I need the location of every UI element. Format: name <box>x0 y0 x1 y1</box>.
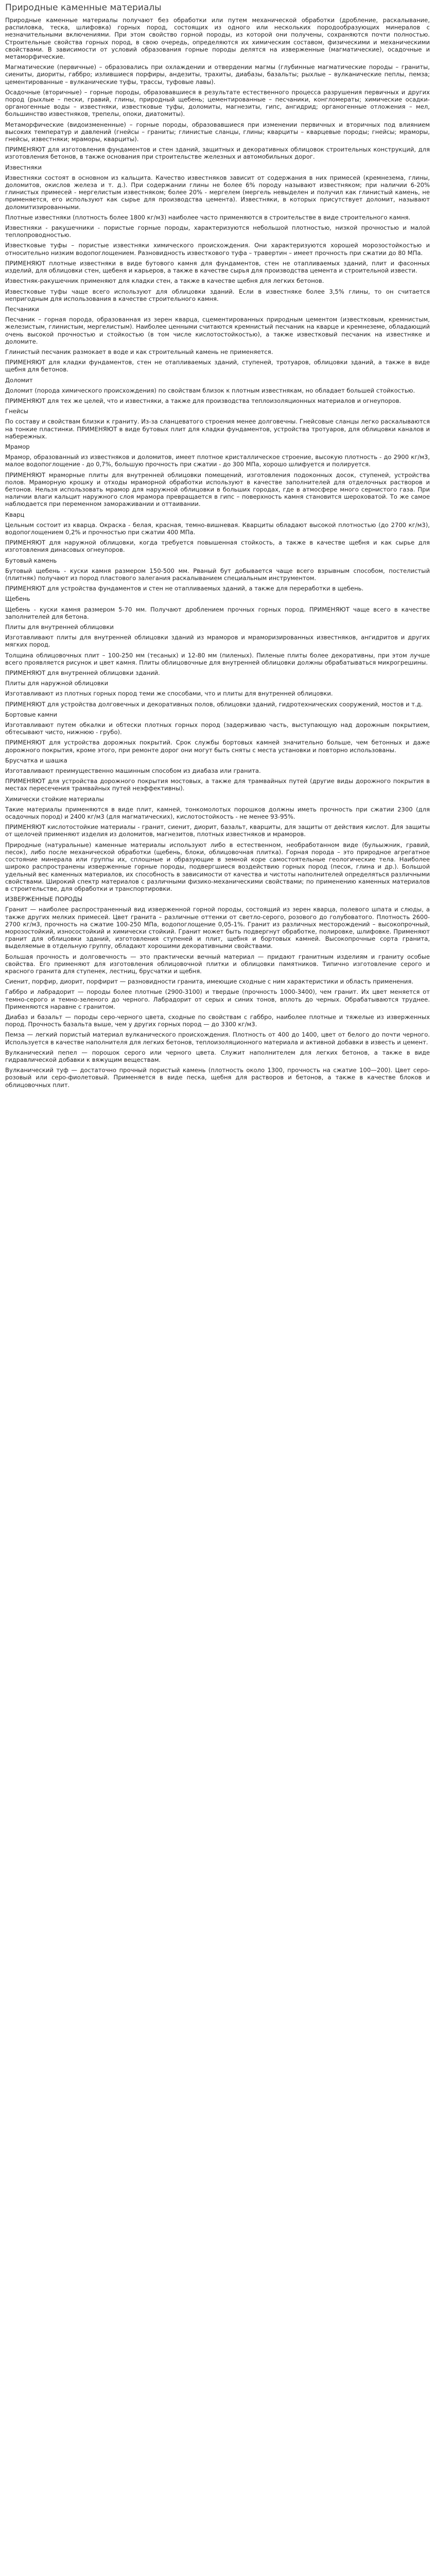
section-heading: Химически стойкие материалы <box>5 795 104 803</box>
section-heading: Доломит <box>5 376 33 384</box>
paragraph: Известняк-ракушечник применяют для кладки стен, а также в качестве щебня для легких бетонов. <box>5 277 324 285</box>
paragraph: ПРИМЕНЯЮТ для устройства фундаментов и стен не отапливаемых зданий, а также для переработки в щебень. <box>5 585 364 592</box>
paragraph: Пемза — легкий пористый материал вулканического происхождения. Плотность от 400 до 1400, цвет от белого до почти черного. Используется в качестве наполнителя для легких бетонов, теплоизоляционного материала и активной добавки в известь и цемент. <box>5 1031 430 1046</box>
paragraph: Цельным состоит из кварца. Окраска - белая, красная, темно-вишневая. Кварциты обладают высокой плотностью (до 2700 кг/м3), водопоглощением 0,2% и прочностью при сжатии 400 МПа. <box>5 521 430 536</box>
article-body <box>5 16 430 1089</box>
paragraph: Природные каменные материалы получают без обработки или путем механической обработки (дробление, раскалывание, распиловка, теска, шлифовка) горных пород, состоящих из одного или нескольких породообразующих минералов с незначительными включениями. При этом свойство горной породы, из которой они получены, сохраняются почти полностью. Строительные свойства горных пород, в свою очередь, определяются их химическим составом, физическими и механическими свойствами. В зависимости от условий образования горные породы делятся на изверженные (магматические), осадочные и метаморфические. <box>5 16 430 61</box>
section-heading: Плиты для наружной облицовки <box>5 680 109 687</box>
paragraph: ПРИМЕНЯЮТ для кладки фундаментов, стен не отапливаемых зданий, ступеней, тротуаров, облицовки зданий, а также в виде щебня для бетонов. <box>5 359 430 374</box>
paragraph: По составу и свойствам близки к граниту. Из-за сланцеватого строения менее долговечны. Гнейсовые сланцы легко раскалываются на тонкие пластинки. ПРИМЕНЯЮТ в виде бутовых плит для кладки фундаментов, устройства тротуаров, для облицовки каналов и набережных. <box>5 418 430 440</box>
paragraph: ПРИМЕНЯЮТ для наружной облицовки, когда требуется повышенная стойкость, а также в качестве щебня и как сырье для изготовления динасовых огнеупоров. <box>5 539 430 554</box>
paragraph: ПРИМЕНЯЮТ для изготовления фундаментов и стен зданий, защитных и декоративных облицовок строительных конструкций, для изготовления бетонов, в также основания при строительстве железных и автомобильных дорог. <box>5 146 430 161</box>
paragraph: Песчаник – горная порода, образованная из зерен кварца, сцементированных природным цементом (известковым, кремнистым, железистым, глинистым, мергелистым). Наиболее ценными считаются кремнистый песчаник на кварце и кремнеземе, обладающий очень высокой прочностью и стойкостью (в том числе кислотостойкостью), а также известковый песчаник на известняке и доломите. <box>5 316 430 345</box>
paragraph: Габбро и лабрадорит — породы более плотные (2900-3100) и твердые (прочность 1000-3400), чем гранит. Их цвет меняется от темно-серого и темно-зеленого до черного. Лабрадорит от серых и синих тонов, вплоть до черных. Обрабатываются труднее. Применяются наравне с гранитом. <box>5 988 430 1010</box>
paragraph: ПРИМЕНЯЮТ плотные известняки в виде бутового камня для фундаментов, стен не отапливаемых зданий, плит и фасонных изделий, для облицовки стен, щебеня и карьеров, а также в качестве сырья для производства цемента и строительной извести. <box>5 259 430 275</box>
paragraph: Природные (натуральные) каменные материалы используют либо в естественном, необработанном виде (бульыжник, гравий, песок), либо после механической обработки (щебень, блоки, облицовочная плитка). Горная порода – это природное агрегатное состояние минерала или группы их, сплошные и образующие в земной коре самостоятельные геологические тела. Наиболее широко распространены изверженные горные породы, подвергшиеся воздействию горных пород (песок, глина и др.). Большой удельный вес каменных материалов, их способность в зависимости от качества и чистоты наполнителей определяться различными свойствами. Широкий спектр материалов с различными физико-механическими свойствами; по применению каменных материалов в строительстве, для обработки и транспортировки. <box>5 841 430 892</box>
paragraph: Известковые туфы – пористые известняки химического происхождения. Они характеризуются хорошей морозостойкостью и относительно низким водопоглощением. Разновидность известкового туфа – травертин – имеет прочность при сжатии до 80 МПа. <box>5 242 430 257</box>
paragraph: Изготавливают из плотных горных пород теми же способами, что и плиты для внутренней облицовки. <box>5 690 333 698</box>
paragraph: Толщина облицовочных плит – 100-250 мм (тесаных) и 12-80 мм (пиленых). Пиленые плиты более декоративны, при этом лучше всего проявляется рисунок и цвет камня. Плиты облицовочные для внутренней облицовки должны обрабатываться микрогрешины. <box>5 651 430 666</box>
paragraph: Бутовый щебень - куски камня размером 150-500 мм. Рваный бут добывается чаще всего взрывным способом, постелистый (плитняк) получают из пород пластового залегания раскалыванием специальным инструментом. <box>5 567 430 582</box>
paragraph: Плотные известняки (плотность более 1800 кг/м3) наиболее часто применяются в строительстве в виде строительного камня. <box>5 213 411 221</box>
paragraph: Известковые туфы чаще всего используют для облицовки зданий. Если в известняке более 3,5% глины, то он считается непригодным для использования в качестве строительного камня. <box>5 287 430 302</box>
paragraph: ПРИМЕНЯЮТ для устройства дорожных покрытий. Срок службы бортовых камней значительно больше, чем бетонных и даже дорожного покрытия, кроме этого, при ремонте дорог они могут быть сняты с места установки и повторно использованы. <box>5 739 430 754</box>
paragraph: Изготавливают путем обкалки и обтески плотных горных пород (задерживаю часть, выступающую над дорожным покрытием, обтесывают чисто, нижнюю - грубо). <box>5 721 430 736</box>
paragraph: Вулканический пепел — порошок серого или черного цвета. Служит наполнителем для легких бетонов, а также в виде гидравлической добавки к вяжущим веществам. <box>5 1048 430 1063</box>
paragraph: Мрамор, образованный из известняков и доломитов, имеет плотное кристаллическое строение, высокую плотность - до 2900 кг/м3, малое водопоглощение - до 0,7%, большую прочность при сжатии - до 300 МПа, хорошо шлифуется и полируется. <box>5 453 430 468</box>
paragraph: ПРИМЕНЯЮТ для внутренней облицовки зданий. <box>5 669 160 677</box>
paragraph: Вулканический туф — достаточно прочный пористый камень (плотность около 1300, прочность на сжатие 100—200). Цвет серо-розовый или серо-фиолетовый. Применяется в виде песка, щебня для растворов и бетонов, а также в качестве блоков и облицовочных плит. <box>5 1066 430 1089</box>
section-heading: Бутовый камень <box>5 556 57 564</box>
paragraph: Гранит — наиболее распространенный вид изверженной горной породы, состоящий из зерен кварца, полевого шпата и слюды, а также других мелких примесей. Цвет гранита – различные оттенки от светло-серого, розового до голубоватого. Плотность 2600-2700 кг/м3, прочность на сжатие 100-250 МПа, водопоглощение 0,05-1%. Гранит из различных месторождений – высокопрочный, морозостойкий, износостойкий и химически стойкий. Гранит может быть подвергнут обработке, полировке, шлифовке. Применяют гранит для облицовки зданий, изготовления ступеней и плит, щебня и бортовых камней. Высокопрочные сорта гранита, выделяемые в отдельную группу, обладают хорошими декоративными свойствами. <box>5 906 430 950</box>
paragraph: Известняки - ракушечники - пористые горные породы, характеризуются небольшой плотностью, низкой прочностью и малой теплопроводностью. <box>5 224 430 239</box>
paragraph: Доломит (порода химического происхождения) по свойствам близок к плотным известнякам, но обладает большей стойкостью. <box>5 386 415 394</box>
section-heading: Брусчатка и шашка <box>5 756 67 764</box>
paragraph: ПРИМЕНЯЮТ для устройства долговечных и декоративных полов, облицовки зданий, гидротехнических сооружений, мостов и т.д. <box>5 700 423 708</box>
paragraph: Диабаз и базальт — породы серо-черного цвета, сходные по свойствам с габбро, наиболее плотные и тяжелые из изверженных пород. Прочность базальта выше, чем у других горных пород — до 3300 кг/м3. <box>5 1013 430 1028</box>
section-heading: Песчаники <box>5 305 39 313</box>
paragraph: ПРИМЕНЯЮТ кислотостойкие материалы - гранит, сиенит, диорит, базальт, кварциты, для защиты от действия кислот. Для защиты от щелочей применяют изделия из доломитов, магнезитов, плотных известняков и мраморов. <box>5 823 430 838</box>
paragraph: Сиенит, порфир, диорит, порфирит — разновидности гранита, имеющие сходные с ним характеристики и область применения. <box>5 978 414 986</box>
paragraph: ПРИМЕНЯЮТ мраморные плиты для внутренней облицовки помещений, изготовления подоконных досок, ступеней, устройства полов. Мраморную крошку и отходы мраморной обработки используют в качестве заполнителей для отделочных растворов и бетонов. Нельзя использовать мрамор для наружной облицовки в больших городах, где в атмосфере много сернистого газа. При наличии влаги кальцит наружного слоя мрамора превращается в гипс – поверхность камня становится шероховатой. То же самое наблюдается при переменном замораживании и оттаивании. <box>5 471 430 508</box>
paragraph: Глинистый песчаник размокает в воде и как строительный камень не применяется. <box>5 348 273 355</box>
section-heading: Кварц <box>5 511 25 518</box>
paragraph: Метаморфические (видоизмененные) – горные породы, образовавшиеся при изменении первичных и вторичных под влиянием высоких температур и давлений (гнейсы – граниты; глинистые сланцы, глины; кварциты – кварцевые породы; гнейсы; мраморы, гнейсы, известняки; мраморы, кварциты). <box>5 121 430 143</box>
section-heading: Щебень <box>5 595 30 603</box>
paragraph: Изготавливают плиты для внутренней облицовки зданий из мраморов и мраморизированных известняков, ангидритов и других мягких пород. <box>5 634 430 649</box>
paragraph: Изготавливают преимущественно машинным способом из диабаза или гранита. <box>5 767 261 775</box>
paragraph: Такие материалы применяются в виде плит, камней, тонкомолотых порошков должны иметь прочность при сжатии 2300 (для осадочных пород) и 2400 кг/м3 (для магматических), кислотостойкость - не менее 93-95%. <box>5 805 430 821</box>
paragraph: Осадочные (вторичные) – горные породы, образовавшиеся в результате естественного процесса разрушения первичных и других пород (рыхлые – пески, гравий, глины, природный щебень; цементированные – песчаники, конгломераты; химические осадки-органогенные воды – известняки, известковые туфы, доломиты, магнезиты, гипс, ангидрид; органогенные отложения – мел, большинство известняков, трепелы, опоки, диатомиты). <box>5 88 430 118</box>
section-heading: Мрамор <box>5 443 30 450</box>
section-heading: Плиты для внутренней облицовки <box>5 623 114 631</box>
paragraph: Большая прочность и долговечность — это практически вечный материал — придают гранитным изделиям и граниту особые свойства. Его применяют для изготовления облицовочной плитки и облицовки памятников. Типично изготовление серого и красного гранита для ступенек, лестниц, брусчатки и щебня. <box>5 953 430 975</box>
section-heading: Бортовые камни <box>5 710 58 718</box>
paragraph: Известняки состоят в основном из кальцита. Качество известняков зависит от содержания в них примесей (кремнезема, глины, доломитов, окислов железа и т. д.). При содержании глины не более 6% породу называют известняком; при наличии 6-20% глинистых примесей - мергелистым известняком; более 20% - мергелем (мергель невыделен и получил как глинистый камень, не применяется, его используют как сырье для производства цемента). Известняки, в которых присутствует доломит, называют доломитизированными. <box>5 174 430 211</box>
paragraph: ПРИМЕНЯЮТ для тех же целей, что и известняки, а также для производства теплоизоляционных материалов и огнеупоров. <box>5 397 402 404</box>
section-heading: ИЗВЕРЖЕННЫЕ ПОРОДЫ <box>5 895 83 903</box>
section-heading: Известняки <box>5 163 42 171</box>
paragraph: ПРИМЕНЯЮТ для устройства дорожного покрытия мостовых, а также для трамвайных путей (другие виды дорожного покрытия в местах пересечения трамвайных путей неэффективны). <box>5 777 430 792</box>
page-title: Природные каменные материалы <box>5 3 162 13</box>
section-heading: Гнейсы <box>5 408 28 415</box>
paragraph: Магматические (первичные) – образовались при охлаждении и отвердении магмы (глубинные магматические породы – граниты, сиениты, диориты, габбро; излившиеся порфиры, андезиты, трахиты, диабазы, базальты; рыхлые – вулканические пеплы, пемза; цементированные – вулканические туфы, трассы, туфовые лавы). <box>5 63 430 86</box>
paragraph: Щебень - куски камня размером 5-70 мм. Получают дроблением прочных горных пород. ПРИМЕНЯЮТ чаще всего в качестве заполнителей для бетона. <box>5 605 430 620</box>
